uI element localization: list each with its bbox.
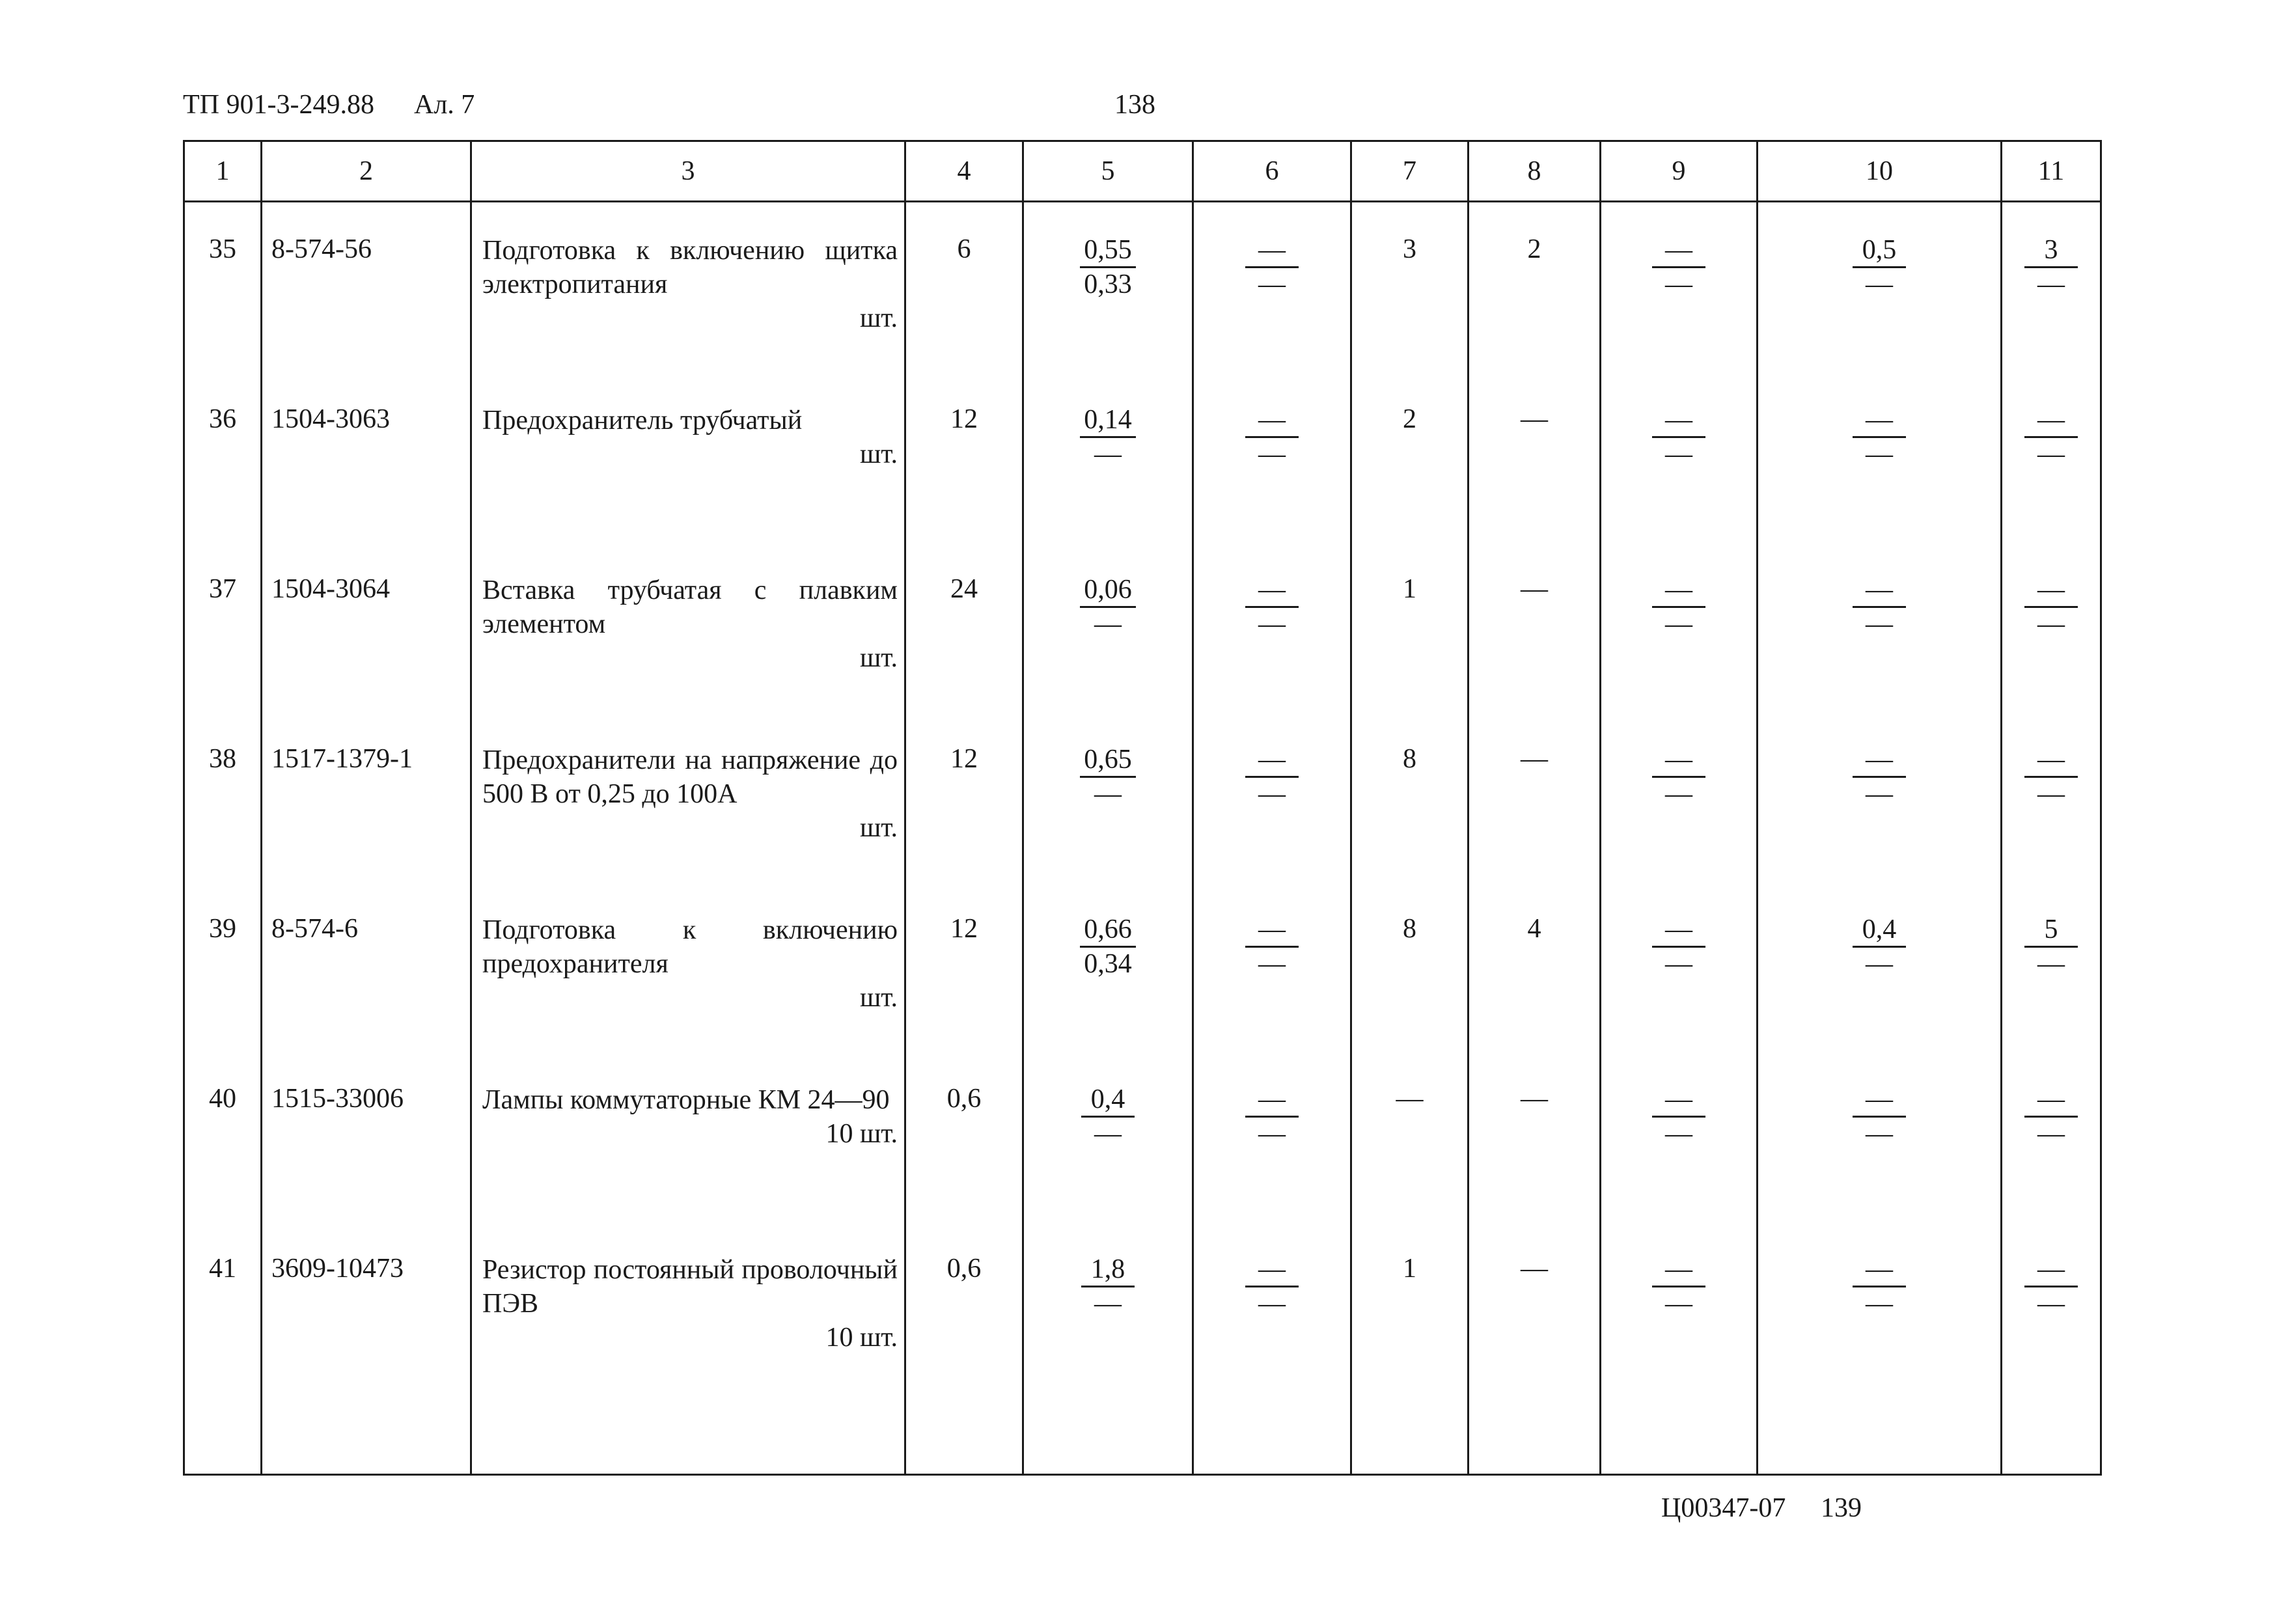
- footer-document-code: Ц00347-07: [1661, 1493, 1786, 1523]
- col11-subvalue: —: [2037, 439, 2065, 469]
- column-header: 2: [262, 141, 471, 202]
- col6-value: —: [1245, 234, 1299, 268]
- col11-cell: [2002, 882, 2101, 1052]
- col10-subvalue: —: [1866, 949, 1893, 979]
- col10-cell: [1758, 712, 2002, 882]
- quantity: 12: [905, 712, 1023, 882]
- col6-cell: [1193, 712, 1351, 882]
- col5-value: 0,4: [1081, 1083, 1135, 1118]
- page-number: 138: [1114, 90, 1155, 120]
- col6-subvalue: —: [1258, 1289, 1286, 1319]
- album-number: Ал. 7: [414, 90, 475, 120]
- col11-value: —: [2024, 743, 2078, 778]
- unit-of-measure: 10 шт.: [825, 1323, 898, 1353]
- col8-value: 2: [1469, 202, 1601, 373]
- col6-cell: [1193, 1052, 1351, 1222]
- col11-value: 5: [2024, 913, 2078, 948]
- col9-subvalue: —: [1665, 269, 1692, 299]
- col9-cell: [1601, 1222, 1758, 1392]
- col7-value: 8: [1351, 882, 1469, 1052]
- col5-cell: [1023, 1222, 1193, 1392]
- item-name-cell: [471, 372, 905, 542]
- col9-cell: [1601, 712, 1758, 882]
- item-name-cell: [471, 712, 905, 882]
- col6-subvalue: —: [1258, 439, 1286, 469]
- table-row: [184, 712, 2101, 882]
- col7-value: 8: [1351, 712, 1469, 882]
- row-number: 39: [184, 882, 262, 1052]
- item-name: Подготовка к включению предохранителя: [482, 915, 898, 979]
- col11-subvalue: —: [2037, 269, 2065, 299]
- col10-cell: [1758, 1222, 2002, 1392]
- col10-cell: [1758, 542, 2002, 712]
- col11-cell: [2002, 542, 2101, 712]
- table-row: [184, 202, 2101, 373]
- column-header: 8: [1469, 141, 1601, 202]
- col10-value: —: [1853, 1083, 1906, 1118]
- col11-cell: [2002, 1222, 2101, 1392]
- col10-value: —: [1853, 573, 1906, 608]
- col8-value: —: [1469, 712, 1601, 882]
- col5-value: 0,65: [1080, 743, 1136, 778]
- item-code: 8-574-56: [262, 202, 471, 373]
- col11-cell: [2002, 202, 2101, 373]
- col6-cell: [1193, 882, 1351, 1052]
- col11-subvalue: —: [2037, 1289, 2065, 1319]
- item-name: Предохранитель трубчатый: [482, 406, 803, 435]
- col7-value: 1: [1351, 542, 1469, 712]
- row-number: 38: [184, 712, 262, 882]
- specification-table: [183, 140, 2102, 1476]
- col9-cell: [1601, 542, 1758, 712]
- col8-value: —: [1469, 542, 1601, 712]
- table-row: [184, 372, 2101, 542]
- item-name: Резистор постоянный проволочный ПЭВ: [482, 1255, 898, 1319]
- item-code: 1517-1379-1: [262, 712, 471, 882]
- col5-subvalue: —: [1094, 439, 1122, 469]
- col11-value: —: [2024, 1083, 2078, 1118]
- col7-value: 3: [1351, 202, 1469, 373]
- item-name-cell: [471, 1052, 905, 1222]
- document-code: ТП 901-3-249.88: [183, 90, 374, 120]
- col10-subvalue: —: [1866, 1289, 1893, 1319]
- col9-subvalue: —: [1665, 439, 1692, 469]
- quantity: 12: [905, 882, 1023, 1052]
- col11-value: —: [2024, 404, 2078, 438]
- item-name-cell: [471, 882, 905, 1052]
- col10-subvalue: —: [1866, 1119, 1893, 1149]
- table-row: [184, 542, 2101, 712]
- col9-value: —: [1652, 743, 1705, 778]
- col5-cell: [1023, 542, 1193, 712]
- col9-value: —: [1652, 913, 1705, 948]
- col9-cell: [1601, 202, 1758, 373]
- column-header: 3: [471, 141, 905, 202]
- col8-value: 4: [1469, 882, 1601, 1052]
- column-header: 1: [184, 141, 262, 202]
- col7-value: —: [1351, 1052, 1469, 1222]
- col5-subvalue: 0,33: [1084, 269, 1132, 299]
- col5-cell: [1023, 202, 1193, 373]
- col9-value: —: [1652, 234, 1705, 268]
- col5-value: 0,14: [1080, 404, 1136, 438]
- quantity: 24: [905, 542, 1023, 712]
- row-number: 36: [184, 372, 262, 542]
- col9-cell: [1601, 372, 1758, 542]
- col11-subvalue: —: [2037, 949, 2065, 979]
- row-number: 40: [184, 1052, 262, 1222]
- column-number-row: [184, 141, 2101, 202]
- col6-cell: [1193, 202, 1351, 373]
- footer-page-number: 139: [1821, 1493, 1862, 1523]
- col8-value: —: [1469, 372, 1601, 542]
- unit-of-measure: 10 шт.: [825, 1119, 898, 1149]
- col6-cell: [1193, 542, 1351, 712]
- col5-subvalue: —: [1094, 1119, 1122, 1149]
- col10-subvalue: —: [1866, 779, 1893, 809]
- col10-cell: [1758, 1052, 2002, 1222]
- unit-of-measure: шт.: [859, 643, 898, 673]
- col6-value: —: [1245, 573, 1299, 608]
- col6-cell: [1193, 1222, 1351, 1392]
- col10-subvalue: —: [1866, 269, 1893, 299]
- col9-subvalue: —: [1665, 779, 1692, 809]
- col9-value: —: [1652, 404, 1705, 438]
- col9-subvalue: —: [1665, 1289, 1692, 1319]
- col5-cell: [1023, 712, 1193, 882]
- col9-value: —: [1652, 1253, 1705, 1287]
- col9-cell: [1601, 882, 1758, 1052]
- col5-subvalue: 0,34: [1084, 949, 1132, 979]
- col10-cell: [1758, 202, 2002, 373]
- col9-cell: [1601, 1052, 1758, 1222]
- table-row: [184, 882, 2101, 1052]
- row-number: 37: [184, 542, 262, 712]
- col10-value: —: [1853, 404, 1906, 438]
- unit-of-measure: шт.: [859, 303, 898, 333]
- quantity: 6: [905, 202, 1023, 373]
- column-header: 6: [1193, 141, 1351, 202]
- unit-of-measure: шт.: [859, 813, 898, 843]
- col6-subvalue: —: [1258, 269, 1286, 299]
- item-code: 1504-3064: [262, 542, 471, 712]
- quantity: 0,6: [905, 1222, 1023, 1392]
- col5-value: 1,8: [1081, 1253, 1135, 1287]
- col8-value: —: [1469, 1222, 1601, 1392]
- item-code: 8-574-6: [262, 882, 471, 1052]
- col5-value: 0,06: [1080, 573, 1136, 608]
- col11-cell: [2002, 1052, 2101, 1222]
- col10-cell: [1758, 372, 2002, 542]
- col8-value: —: [1469, 1052, 1601, 1222]
- col11-value: —: [2024, 1253, 2078, 1287]
- col5-cell: [1023, 1052, 1193, 1222]
- col6-subvalue: —: [1258, 949, 1286, 979]
- quantity: 12: [905, 372, 1023, 542]
- item-name: Предохранители на напряжение до 500 В от 0,25 до 100А: [482, 745, 898, 809]
- col11-cell: [2002, 712, 2101, 882]
- item-name: Вставка трубчатая с плавким элементом: [482, 575, 898, 639]
- column-header: 5: [1023, 141, 1193, 202]
- col11-value: 3: [2024, 234, 2078, 268]
- col10-value: —: [1853, 1253, 1906, 1287]
- col6-subvalue: —: [1258, 1119, 1286, 1149]
- col5-cell: [1023, 372, 1193, 542]
- col6-value: —: [1245, 1253, 1299, 1287]
- col5-cell: [1023, 882, 1193, 1052]
- item-code: 1504-3063: [262, 372, 471, 542]
- unit-of-measure: шт.: [859, 439, 898, 469]
- col11-subvalue: —: [2037, 779, 2065, 809]
- item-code: 1515-33006: [262, 1052, 471, 1222]
- col5-value: 0,55: [1080, 234, 1136, 268]
- col10-value: 0,4: [1853, 913, 1906, 948]
- col10-value: —: [1853, 743, 1906, 778]
- col10-cell: [1758, 882, 2002, 1052]
- col10-subvalue: —: [1866, 609, 1893, 639]
- quantity: 0,6: [905, 1052, 1023, 1222]
- column-header: 11: [2002, 141, 2101, 202]
- col11-value: —: [2024, 573, 2078, 608]
- col6-subvalue: —: [1258, 609, 1286, 639]
- column-header: 4: [905, 141, 1023, 202]
- col5-subvalue: —: [1094, 779, 1122, 809]
- col9-subvalue: —: [1665, 1119, 1692, 1149]
- col9-subvalue: —: [1665, 609, 1692, 639]
- col5-subvalue: —: [1094, 609, 1122, 639]
- item-name: Подготовка к включению щитка электропитания: [482, 236, 898, 299]
- col6-value: —: [1245, 743, 1299, 778]
- column-header: 9: [1601, 141, 1758, 202]
- col9-subvalue: —: [1665, 949, 1692, 979]
- col5-value: 0,66: [1080, 913, 1136, 948]
- unit-of-measure: шт.: [859, 983, 898, 1013]
- col11-subvalue: —: [2037, 1119, 2065, 1149]
- col6-value: —: [1245, 1083, 1299, 1118]
- col10-subvalue: —: [1866, 439, 1893, 469]
- table-row: [184, 1052, 2101, 1222]
- column-header: 10: [1758, 141, 2002, 202]
- col10-value: 0,5: [1853, 234, 1906, 268]
- item-name-cell: [471, 542, 905, 712]
- col7-value: 1: [1351, 1222, 1469, 1392]
- col11-cell: [2002, 372, 2101, 542]
- col11-subvalue: —: [2037, 609, 2065, 639]
- item-name: Лампы коммутаторные КМ 24—90: [482, 1085, 890, 1115]
- column-header: 7: [1351, 141, 1469, 202]
- row-number: 35: [184, 202, 262, 373]
- col6-value: —: [1245, 913, 1299, 948]
- col6-cell: [1193, 372, 1351, 542]
- col9-value: —: [1652, 1083, 1705, 1118]
- table-row: [184, 1222, 2101, 1392]
- col7-value: 2: [1351, 372, 1469, 542]
- row-number: 41: [184, 1222, 262, 1392]
- col6-value: —: [1245, 404, 1299, 438]
- empty-table-area: [184, 1392, 2101, 1475]
- item-name-cell: [471, 1222, 905, 1392]
- item-name-cell: [471, 202, 905, 373]
- col6-subvalue: —: [1258, 779, 1286, 809]
- col9-value: —: [1652, 573, 1705, 608]
- item-code: 3609-10473: [262, 1222, 471, 1392]
- col5-subvalue: —: [1094, 1289, 1122, 1319]
